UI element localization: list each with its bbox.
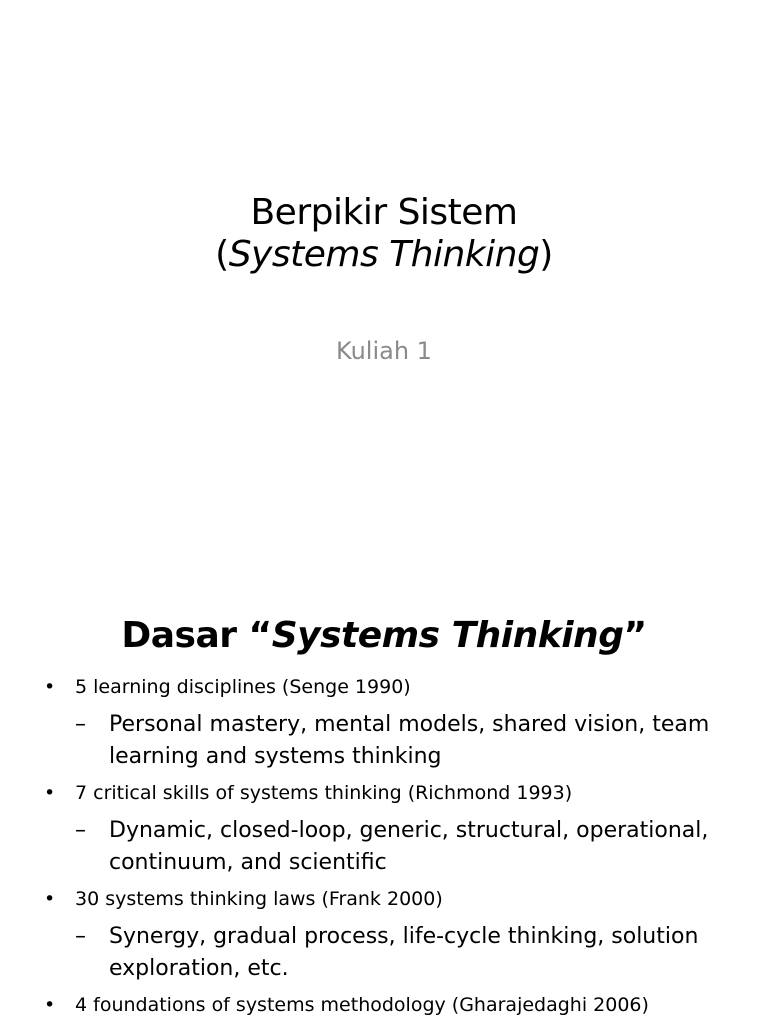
dash-icon: – bbox=[75, 818, 86, 843]
heading-suffix: ” bbox=[623, 615, 647, 656]
dash-icon: – bbox=[75, 712, 86, 737]
list-item-text: 7 critical skills of systems thinking (Richmond 1993) bbox=[75, 782, 573, 804]
bullet-icon: • bbox=[44, 994, 56, 1016]
sub-list-item-text: Synergy, gradual process, life-cycle thinking, solution exploration, etc. bbox=[109, 924, 699, 981]
sub-list-item-text: Dynamic, closed-loop, generic, structural, operational, continuum, and scientific bbox=[109, 818, 709, 875]
bullet-icon: • bbox=[44, 782, 56, 804]
bullet-list bbox=[44, 674, 756, 1027]
list-item-text: 30 systems thinking laws (Frank 2000) bbox=[75, 888, 443, 910]
title-line-main: Berpikir Sistem bbox=[250, 192, 518, 233]
title-close-paren: ) bbox=[539, 234, 553, 275]
list-item-text: 4 foundations of systems methodology (Gharajedaghi 2006) bbox=[75, 994, 649, 1016]
heading-italic-term: Systems Thinking bbox=[271, 615, 624, 656]
list-item bbox=[44, 992, 756, 1018]
sub-list-item bbox=[44, 815, 756, 879]
slide-title bbox=[0, 192, 768, 276]
content-slide bbox=[0, 576, 768, 1024]
sub-list-item bbox=[44, 709, 756, 773]
list-item bbox=[44, 886, 756, 912]
bullet-icon: • bbox=[44, 888, 56, 910]
slide-subtitle: Kuliah 1 bbox=[336, 337, 432, 365]
title-open-paren: ( bbox=[215, 234, 229, 275]
heading-prefix: Dasar “ bbox=[121, 615, 272, 656]
list-item bbox=[44, 780, 756, 806]
title-italic-term: Systems Thinking bbox=[228, 234, 540, 275]
list-item bbox=[44, 674, 756, 700]
sub-list-item bbox=[44, 921, 756, 985]
list-item-text: 5 learning disciplines (Senge 1990) bbox=[75, 676, 411, 698]
bullet-icon: • bbox=[44, 676, 56, 698]
title-line-subtitle-paren bbox=[0, 234, 768, 276]
dash-icon: – bbox=[75, 924, 86, 949]
sub-list-item-text: Personal mastery, mental models, shared vision, team learning and systems thinking bbox=[109, 712, 710, 769]
slide-heading bbox=[0, 614, 768, 658]
